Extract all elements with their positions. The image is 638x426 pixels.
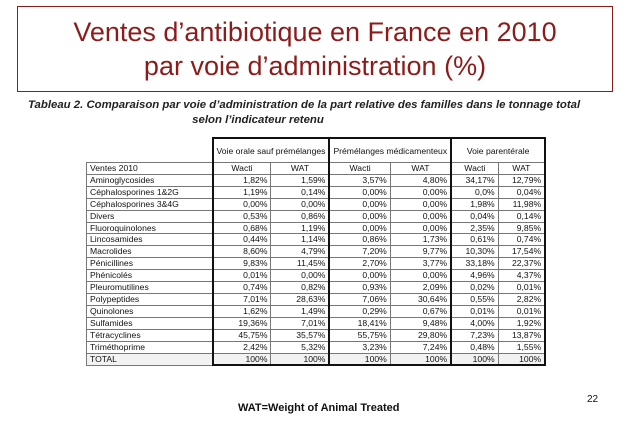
row-name-cell: Macrolides [87, 246, 213, 258]
value-cell: 1,14% [271, 234, 329, 246]
table-row [87, 341, 546, 353]
slide-title-line-2: par voie d’administration (%) [143, 51, 487, 81]
value-cell: 1,19% [271, 222, 329, 234]
value-cell: 100% [390, 353, 451, 365]
table-row [87, 234, 546, 246]
value-cell: 9,77% [390, 246, 451, 258]
value-cell: 4,00% [451, 317, 498, 329]
value-cell: 2,70% [329, 258, 390, 270]
table-row [87, 329, 546, 341]
value-cell: 0,82% [271, 282, 329, 294]
value-cell: 0,00% [329, 198, 390, 210]
value-cell: 1,98% [451, 198, 498, 210]
value-cell: 0,00% [329, 210, 390, 222]
value-cell: 4,96% [451, 270, 498, 282]
value-cell: 22,37% [498, 258, 545, 270]
value-cell: 7,01% [213, 293, 271, 305]
subheader-cell: WAT [271, 163, 329, 175]
value-cell: 1,73% [390, 234, 451, 246]
value-cell: 100% [498, 353, 545, 365]
value-cell: 8,60% [213, 246, 271, 258]
value-cell: 7,01% [271, 317, 329, 329]
value-cell: 7,24% [390, 341, 451, 353]
value-cell: 45,75% [213, 329, 271, 341]
table-row [87, 198, 546, 210]
group-header-premix: Prémélanges médicamenteux [329, 138, 451, 163]
row-name-cell: Sulfamides [87, 317, 213, 329]
value-cell: 1,62% [213, 305, 271, 317]
row-name-cell: Aminoglycosides [87, 174, 213, 186]
value-cell: 4,37% [498, 270, 545, 282]
table-caption [28, 98, 588, 128]
value-cell: 100% [271, 353, 329, 365]
value-cell: 13,87% [498, 329, 545, 341]
value-cell: 0,86% [271, 210, 329, 222]
antibiotic-sales-table [86, 137, 546, 366]
table-row [87, 222, 546, 234]
value-cell: 5,32% [271, 341, 329, 353]
table-row [87, 210, 546, 222]
value-cell: 0,86% [329, 234, 390, 246]
value-cell: 1,92% [498, 317, 545, 329]
table-row [87, 293, 546, 305]
value-cell: 0,01% [498, 305, 545, 317]
row-name-cell: Lincosamides [87, 234, 213, 246]
group-header-oral: Voie orale sauf prémélanges [213, 138, 330, 163]
value-cell: 0,29% [329, 305, 390, 317]
value-cell: 4,80% [390, 174, 451, 186]
table-caption-line-1: Tableau 2. Comparaison par voie d’administration de la part relative des familles dans le tonnage total [28, 99, 581, 111]
value-cell: 0,00% [213, 198, 271, 210]
table-caption-line-2: selon l’indicateur retenu [192, 114, 324, 126]
value-cell: 33,18% [451, 258, 498, 270]
value-cell: 1,49% [271, 305, 329, 317]
table-row [87, 353, 546, 365]
value-cell: 0,74% [498, 234, 545, 246]
value-cell: 0,61% [451, 234, 498, 246]
value-cell: 9,48% [390, 317, 451, 329]
value-cell: 2,35% [451, 222, 498, 234]
value-cell: 10,30% [451, 246, 498, 258]
value-cell: 0,01% [451, 305, 498, 317]
value-cell: 0,01% [498, 282, 545, 294]
value-cell: 0,00% [390, 210, 451, 222]
value-cell: 2,82% [498, 293, 545, 305]
slide-title-box [17, 6, 613, 92]
value-cell: 19,36% [213, 317, 271, 329]
value-cell: 100% [329, 353, 390, 365]
row-name-cell: Triméthoprime [87, 341, 213, 353]
value-cell: 17,54% [498, 246, 545, 258]
table-row [87, 186, 546, 198]
row-name-cell: Fluoroquinolones [87, 222, 213, 234]
value-cell: 18,41% [329, 317, 390, 329]
row-header-label: Ventes 2010 [87, 163, 213, 175]
slide-title-line-1: Ventes d’antibiotique en France en 2010 [73, 17, 557, 47]
value-cell: 30,64% [390, 293, 451, 305]
table-row [87, 258, 546, 270]
value-cell: 2,09% [390, 282, 451, 294]
subheader-cell: Wacti [329, 163, 390, 175]
value-cell: 0,00% [390, 198, 451, 210]
value-cell: 7,23% [451, 329, 498, 341]
row-name-cell: Céphalosporines 1&2G [87, 186, 213, 198]
value-cell: 3,57% [329, 174, 390, 186]
value-cell: 1,59% [271, 174, 329, 186]
row-name-cell: Tétracyclines [87, 329, 213, 341]
row-name-cell: Pénicillines [87, 258, 213, 270]
header-empty-cell [87, 138, 213, 163]
value-cell: 3,77% [390, 258, 451, 270]
value-cell: 1,82% [213, 174, 271, 186]
table-body [87, 174, 546, 365]
table-row [87, 317, 546, 329]
value-cell: 35,57% [271, 329, 329, 341]
row-name-cell: Phénicolés [87, 270, 213, 282]
subheader-cell: WAT [390, 163, 451, 175]
value-cell: 28,63% [271, 293, 329, 305]
table-row [87, 246, 546, 258]
value-cell: 0,02% [451, 282, 498, 294]
value-cell: 11,98% [498, 198, 545, 210]
value-cell: 0,68% [213, 222, 271, 234]
group-header-parenteral: Voie parentérale [451, 138, 545, 163]
value-cell: 34,17% [451, 174, 498, 186]
value-cell: 0,14% [271, 186, 329, 198]
table-row [87, 174, 546, 186]
value-cell: 1,55% [498, 341, 545, 353]
value-cell: 0,00% [390, 186, 451, 198]
value-cell: 7,06% [329, 293, 390, 305]
value-cell: 0,00% [390, 270, 451, 282]
row-name-cell: Quinolones [87, 305, 213, 317]
page-number: 22 [587, 394, 599, 405]
value-cell: 7,20% [329, 246, 390, 258]
value-cell: 9,83% [213, 258, 271, 270]
value-cell: 0,00% [329, 186, 390, 198]
value-cell: 55,75% [329, 329, 390, 341]
table-row [87, 282, 546, 294]
value-cell: 0,67% [390, 305, 451, 317]
value-cell: 0,00% [271, 198, 329, 210]
footnote: WAT=Weight of Animal Treated [238, 402, 400, 414]
value-cell: 0,00% [390, 222, 451, 234]
value-cell: 11,45% [271, 258, 329, 270]
value-cell: 0,74% [213, 282, 271, 294]
value-cell: 0,00% [271, 270, 329, 282]
value-cell: 0,14% [498, 210, 545, 222]
value-cell: 9,85% [498, 222, 545, 234]
value-cell: 0,53% [213, 210, 271, 222]
value-cell: 2,42% [213, 341, 271, 353]
value-cell: 4,79% [271, 246, 329, 258]
value-cell: 0,44% [213, 234, 271, 246]
row-name-cell: Polypeptides [87, 293, 213, 305]
table-row [87, 305, 546, 317]
value-cell: 100% [451, 353, 498, 365]
subheader-cell: Wacti [213, 163, 271, 175]
value-cell: 100% [213, 353, 271, 365]
value-cell: 0,00% [329, 270, 390, 282]
value-cell: 0,55% [451, 293, 498, 305]
value-cell: 29,80% [390, 329, 451, 341]
subheader-cell: Wacti [451, 163, 498, 175]
table-row [87, 270, 546, 282]
value-cell: 12,79% [498, 174, 545, 186]
value-cell: 0,93% [329, 282, 390, 294]
row-name-cell: Divers [87, 210, 213, 222]
subheader-cell: WAT [498, 163, 545, 175]
value-cell: 0,48% [451, 341, 498, 353]
value-cell: 0,00% [329, 222, 390, 234]
value-cell: 0,04% [498, 186, 545, 198]
value-cell: 0,04% [451, 210, 498, 222]
value-cell: 0,0% [451, 186, 498, 198]
row-name-cell: TOTAL [87, 353, 213, 365]
value-cell: 0,01% [213, 270, 271, 282]
row-name-cell: Pleuromutilines [87, 282, 213, 294]
value-cell: 3,23% [329, 341, 390, 353]
row-name-cell: Céphalosporines 3&4G [87, 198, 213, 210]
value-cell: 1,19% [213, 186, 271, 198]
